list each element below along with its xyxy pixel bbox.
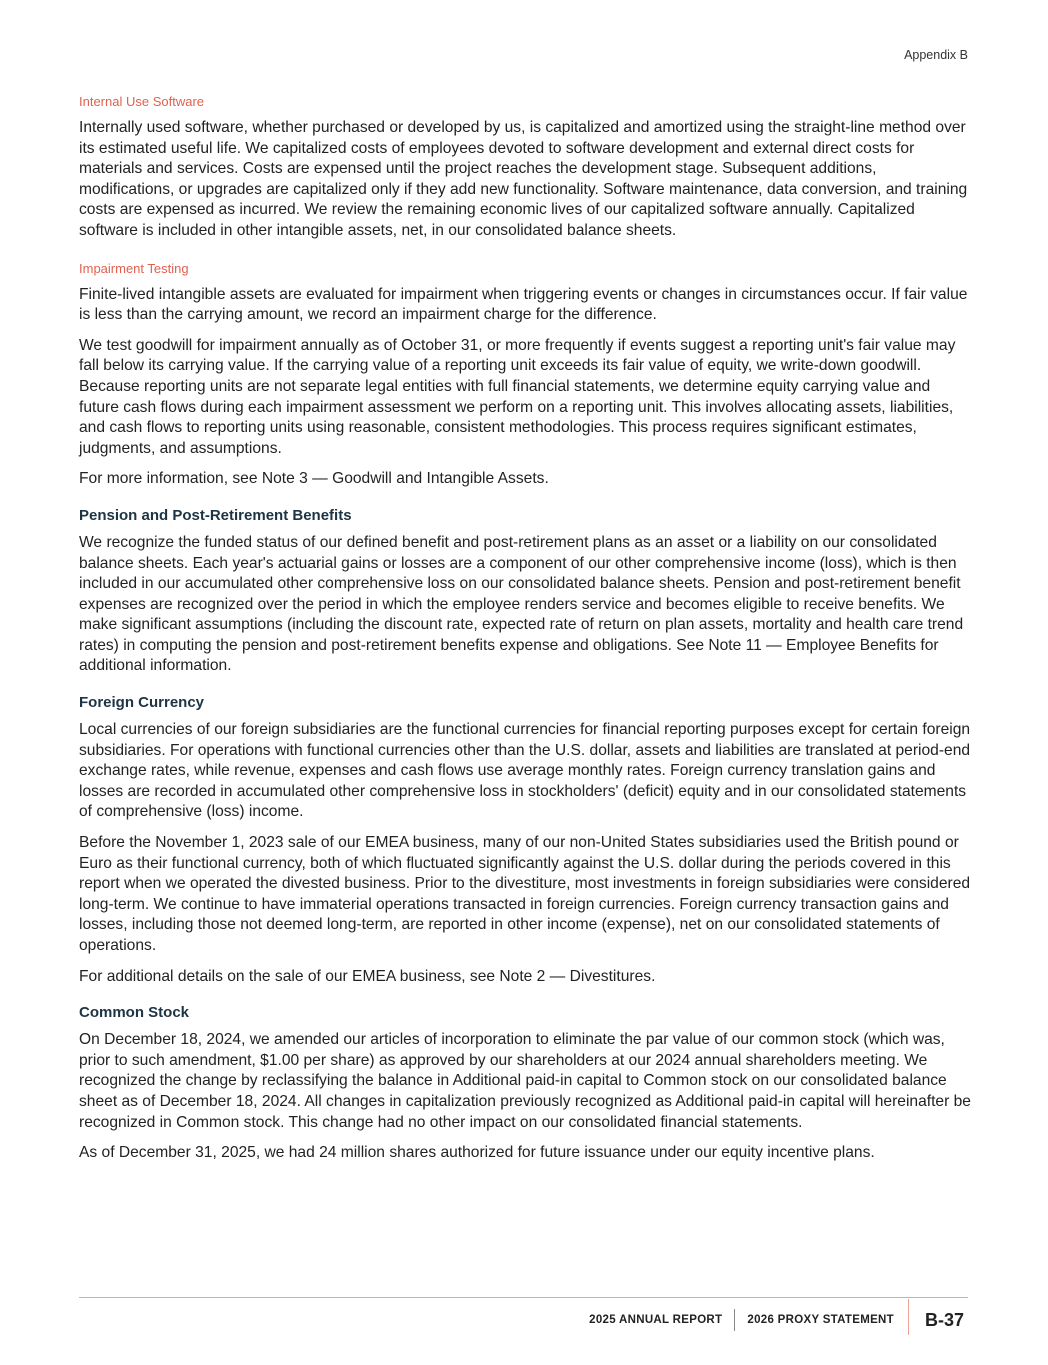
paragraph: Before the November 1, 2023 sale of our EMEA business, many of our non-United States subsidiaries used the British pound or Euro as their functional currency, both of which fluctuated significantly against the U.S. dollar during the periods covered in this report when we operated the divested business. Prior to the divestiture, most investments in foreign subsidiaries were considered long-term. We continue to have immaterial operations transacted in foreign currencies. Foreign currency transaction gains and losses, including those not deemed long-term, are reported in other income (expense), net on our consolidated statements of operations. [79,834,971,954]
paragraph: For additional details on the sale of our EMEA business, see Note 2 — Divestitures. [79,967,656,985]
footer [589,1305,964,1335]
footer-separator-accent [908,1299,909,1335]
paragraph: On December 18, 2024, we amended our articles of incorporation to eliminate the par value of our common stock (which was, prior to such amendment, $1.00 per share) as approved by our shareholders at our 2024 annual shareholders meeting. We recognized the change by reclassifying the balance in Additional paid-in capital to Common stock on our consolidated balance sheet as of December 18, 2024. All changes in capitalization previously recognized as Additional paid-in capital will hereinafter be recognized in Common stock. This change had no other impact on our consolidated financial statements. [79,1031,971,1131]
paragraph: Internally used software, whether purchased or developed by us, is capitalized and amortized using the straight-line method over its estimated useful life. We capitalized costs of employees devoted to software development and external direct costs for materials and services. Costs are expensed until the project reaches the development stage. Subsequent additions, modifications, or upgrades are capitalized only if they add new functionality. Software maintenance, data conversion, and training costs are expensed as incurred. We review the remaining economic lives of our capitalized software annually. Capitalized software is included in other intangible assets, net, in our consolidated balance sheets. [79,119,968,239]
page-number: B-37 [924,1309,964,1330]
paragraph: For more information, see Note 3 — Goodwill and Intangible Assets. [79,470,549,488]
paragraph: We test goodwill for impairment annually as of October 31, or more frequently if events suggest a reporting unit's fair value may fall below its carrying value. If the carrying value of a reporting unit exceeds its fair value of equity, we write-down goodwill. Because reporting units are not separate legal entities with full financial statements, we determine equity carrying value and future cash flows during each impairment assessment we perform on a reporting unit. This involves allocating assets, liabilities, and cash flows to reporting units using reasonable, consistent methodologies. This process requires significant estimates, judgments, and assumptions. [79,336,956,457]
footer-annual-report: 2025 ANNUAL REPORT [589,1314,723,1326]
subheading-impairment-testing: Impairment Testing [79,260,189,276]
footer-proxy-statement: 2026 PROXY STATEMENT [747,1314,894,1326]
footer-separator [734,1309,735,1331]
footer-divider [79,1297,968,1298]
heading-common-stock: Common Stock [79,1004,190,1022]
heading-pension: Pension and Post-Retirement Benefits [79,506,352,524]
paragraph: Local currencies of our foreign subsidiaries are the functional currencies for financial reporting purposes except for certain foreign subsidiaries. For operations with functional currencies other than the U.S. dollar, assets and liabilities are translated at period-end exchange rates, while revenue, expenses and cash flows use average monthly rates. Foreign currency translation gains and losses are recorded in accumulated other comprehensive loss in stockholders' (deficit) equity and in our consolidated statements of comprehensive (loss) income. [79,721,971,821]
subheading-internal-use-software: Internal Use Software [79,94,205,109]
paragraph: We recognize the funded status of our defined benefit and post-retirement plans as an asset or a liability on our consolidated balance sheets. Each year's actuarial gains or losses are a component of our other comprehensive income (loss), which is then included in our accumulated other comprehensive loss on our consolidated balance sheets. Pension and post-retirement benefit expenses are recognized over the period in which the employee renders service and becomes eligible to receive benefits. We make significant assumptions (including the discount rate, expected rate of return on plan assets, mortality and health care trend rates) in computing the pension and post-retirement benefits expense and obligations. See Note 11 — Employee Benefits for additional information. [79,533,964,675]
paragraph: Finite-lived intangible assets are evaluated for impairment when triggering events or changes in circumstances occur. If fair value is less than the carrying amount, we record an impairment charge for the difference. [79,285,968,324]
paragraph: As of December 31, 2025, we had 24 million shares authorized for future issuance under our equity incentive plans. [79,1144,875,1162]
document-body [79,93,971,1174]
appendix-label: Appendix B [904,48,968,62]
heading-foreign-currency: Foreign Currency [79,694,205,712]
